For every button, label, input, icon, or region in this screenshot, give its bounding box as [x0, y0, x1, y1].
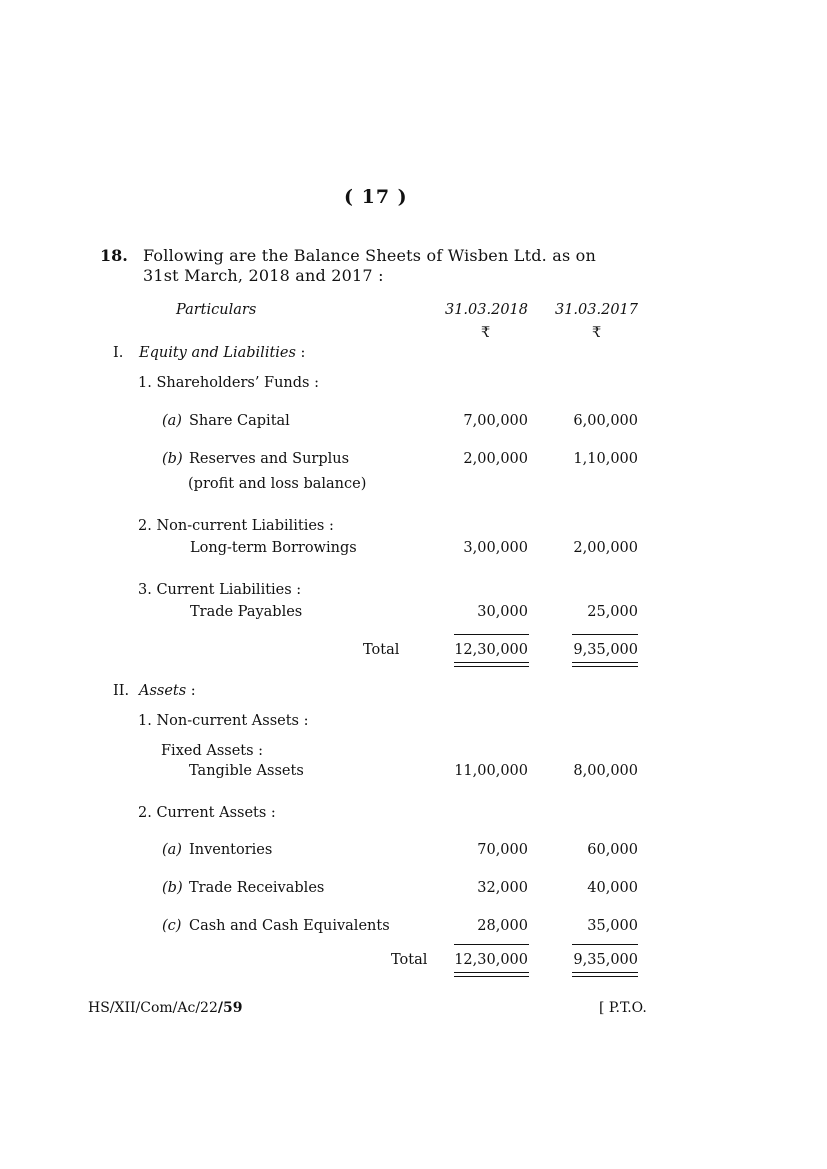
pto-marker: [ P.T.O. — [599, 1000, 647, 1016]
trade-receivables-2017: 40,000 — [587, 880, 638, 896]
non-current-assets-heading: 1. Non-current Assets : — [138, 713, 309, 729]
inventories-2018: 70,000 — [477, 842, 528, 858]
question-line-1: Following are the Balance Sheets of Wisben Ltd. as on — [143, 246, 596, 265]
total-2-top-rule-2018 — [454, 944, 529, 945]
inventories-2017: 60,000 — [587, 842, 638, 858]
total-1-2018: 12,30,000 — [454, 642, 528, 658]
reserves-2017: 1,10,000 — [573, 451, 638, 467]
total-2-top-rule-2017 — [572, 944, 638, 945]
section-1-title — [139, 345, 305, 361]
paper-code-prefix: HS/XII/Com/Ac/22 — [88, 1000, 218, 1016]
col-header-particulars: Particulars — [176, 302, 257, 318]
total-2-double-rule-2017 — [572, 972, 638, 977]
total-2-label: Total — [391, 952, 428, 968]
long-term-borrowings-2018: 3,00,000 — [463, 540, 528, 556]
total-1-double-rule-2017 — [572, 662, 638, 667]
currency-symbol-2017: ₹ — [592, 325, 602, 341]
total-1-top-rule-2017 — [572, 634, 638, 635]
trade-receivables-name: Trade Receivables — [189, 880, 325, 896]
cash-name: Cash and Cash Equivalents — [189, 918, 390, 934]
total-1-2017: 9,35,000 — [573, 642, 638, 658]
fixed-assets-heading: Fixed Assets : — [161, 743, 264, 759]
cash-label: (c) — [162, 918, 182, 934]
shareholders-funds-heading: 1. Shareholders’ Funds : — [138, 375, 319, 391]
trade-receivables-label: (b) — [162, 880, 183, 896]
total-1-label: Total — [363, 642, 400, 658]
section-2-colon: : — [186, 683, 196, 699]
share-capital-2017: 6,00,000 — [573, 413, 638, 429]
tangible-assets-2018: 11,00,000 — [454, 763, 528, 779]
trade-payables-2018: 30,000 — [477, 604, 528, 620]
share-capital-name: Share Capital — [189, 413, 290, 429]
trade-payables-name: Trade Payables — [190, 604, 303, 620]
long-term-borrowings-name: Long-term Borrowings — [190, 540, 357, 556]
reserves-label: (b) — [162, 451, 183, 467]
question-line-2: 31st March, 2018 and 2017 : — [143, 266, 384, 285]
share-capital-2018: 7,00,000 — [463, 413, 528, 429]
section-1-colon: : — [295, 345, 306, 361]
trade-payables-2017: 25,000 — [587, 604, 638, 620]
section-2-roman: II. — [113, 683, 130, 699]
section-1-title-text: Equity and Liabilities — [139, 345, 296, 361]
total-1-double-rule-2018 — [454, 662, 529, 667]
total-1-top-rule-2018 — [454, 634, 529, 635]
total-2-2017: 9,35,000 — [573, 952, 638, 968]
currency-symbol-2018: ₹ — [481, 325, 491, 341]
paper-code — [88, 1000, 243, 1016]
col-header-2017: 31.03.2017 — [554, 302, 638, 318]
tangible-assets-name: Tangible Assets — [189, 763, 304, 779]
reserves-note: (profit and loss balance) — [188, 476, 367, 492]
col-header-2018: 31.03.2018 — [444, 302, 528, 318]
cash-2018: 28,000 — [477, 918, 528, 934]
cash-2017: 35,000 — [587, 918, 638, 934]
paper-code-suffix: /59 — [217, 1000, 243, 1016]
current-liabilities-heading: 3. Current Liabilities : — [138, 582, 302, 598]
reserves-name: Reserves and Surplus — [189, 451, 350, 467]
section-1-roman: I. — [113, 345, 124, 361]
reserves-2018: 2,00,000 — [463, 451, 528, 467]
tangible-assets-2017: 8,00,000 — [573, 763, 638, 779]
section-2-title-text: Assets — [139, 683, 187, 699]
trade-receivables-2018: 32,000 — [477, 880, 528, 896]
inventories-label: (a) — [162, 842, 182, 858]
section-2-title — [139, 683, 196, 699]
total-2-double-rule-2018 — [454, 972, 529, 977]
total-2-2018: 12,30,000 — [454, 952, 528, 968]
non-current-liabilities-heading: 2. Non-current Liabilities : — [138, 518, 334, 534]
question-number: 18. — [100, 246, 128, 265]
share-capital-label: (a) — [162, 413, 182, 429]
inventories-name: Inventories — [189, 842, 273, 858]
long-term-borrowings-2017: 2,00,000 — [573, 540, 638, 556]
page-number: ( 17 ) — [344, 186, 408, 208]
current-assets-heading: 2. Current Assets : — [138, 805, 276, 821]
